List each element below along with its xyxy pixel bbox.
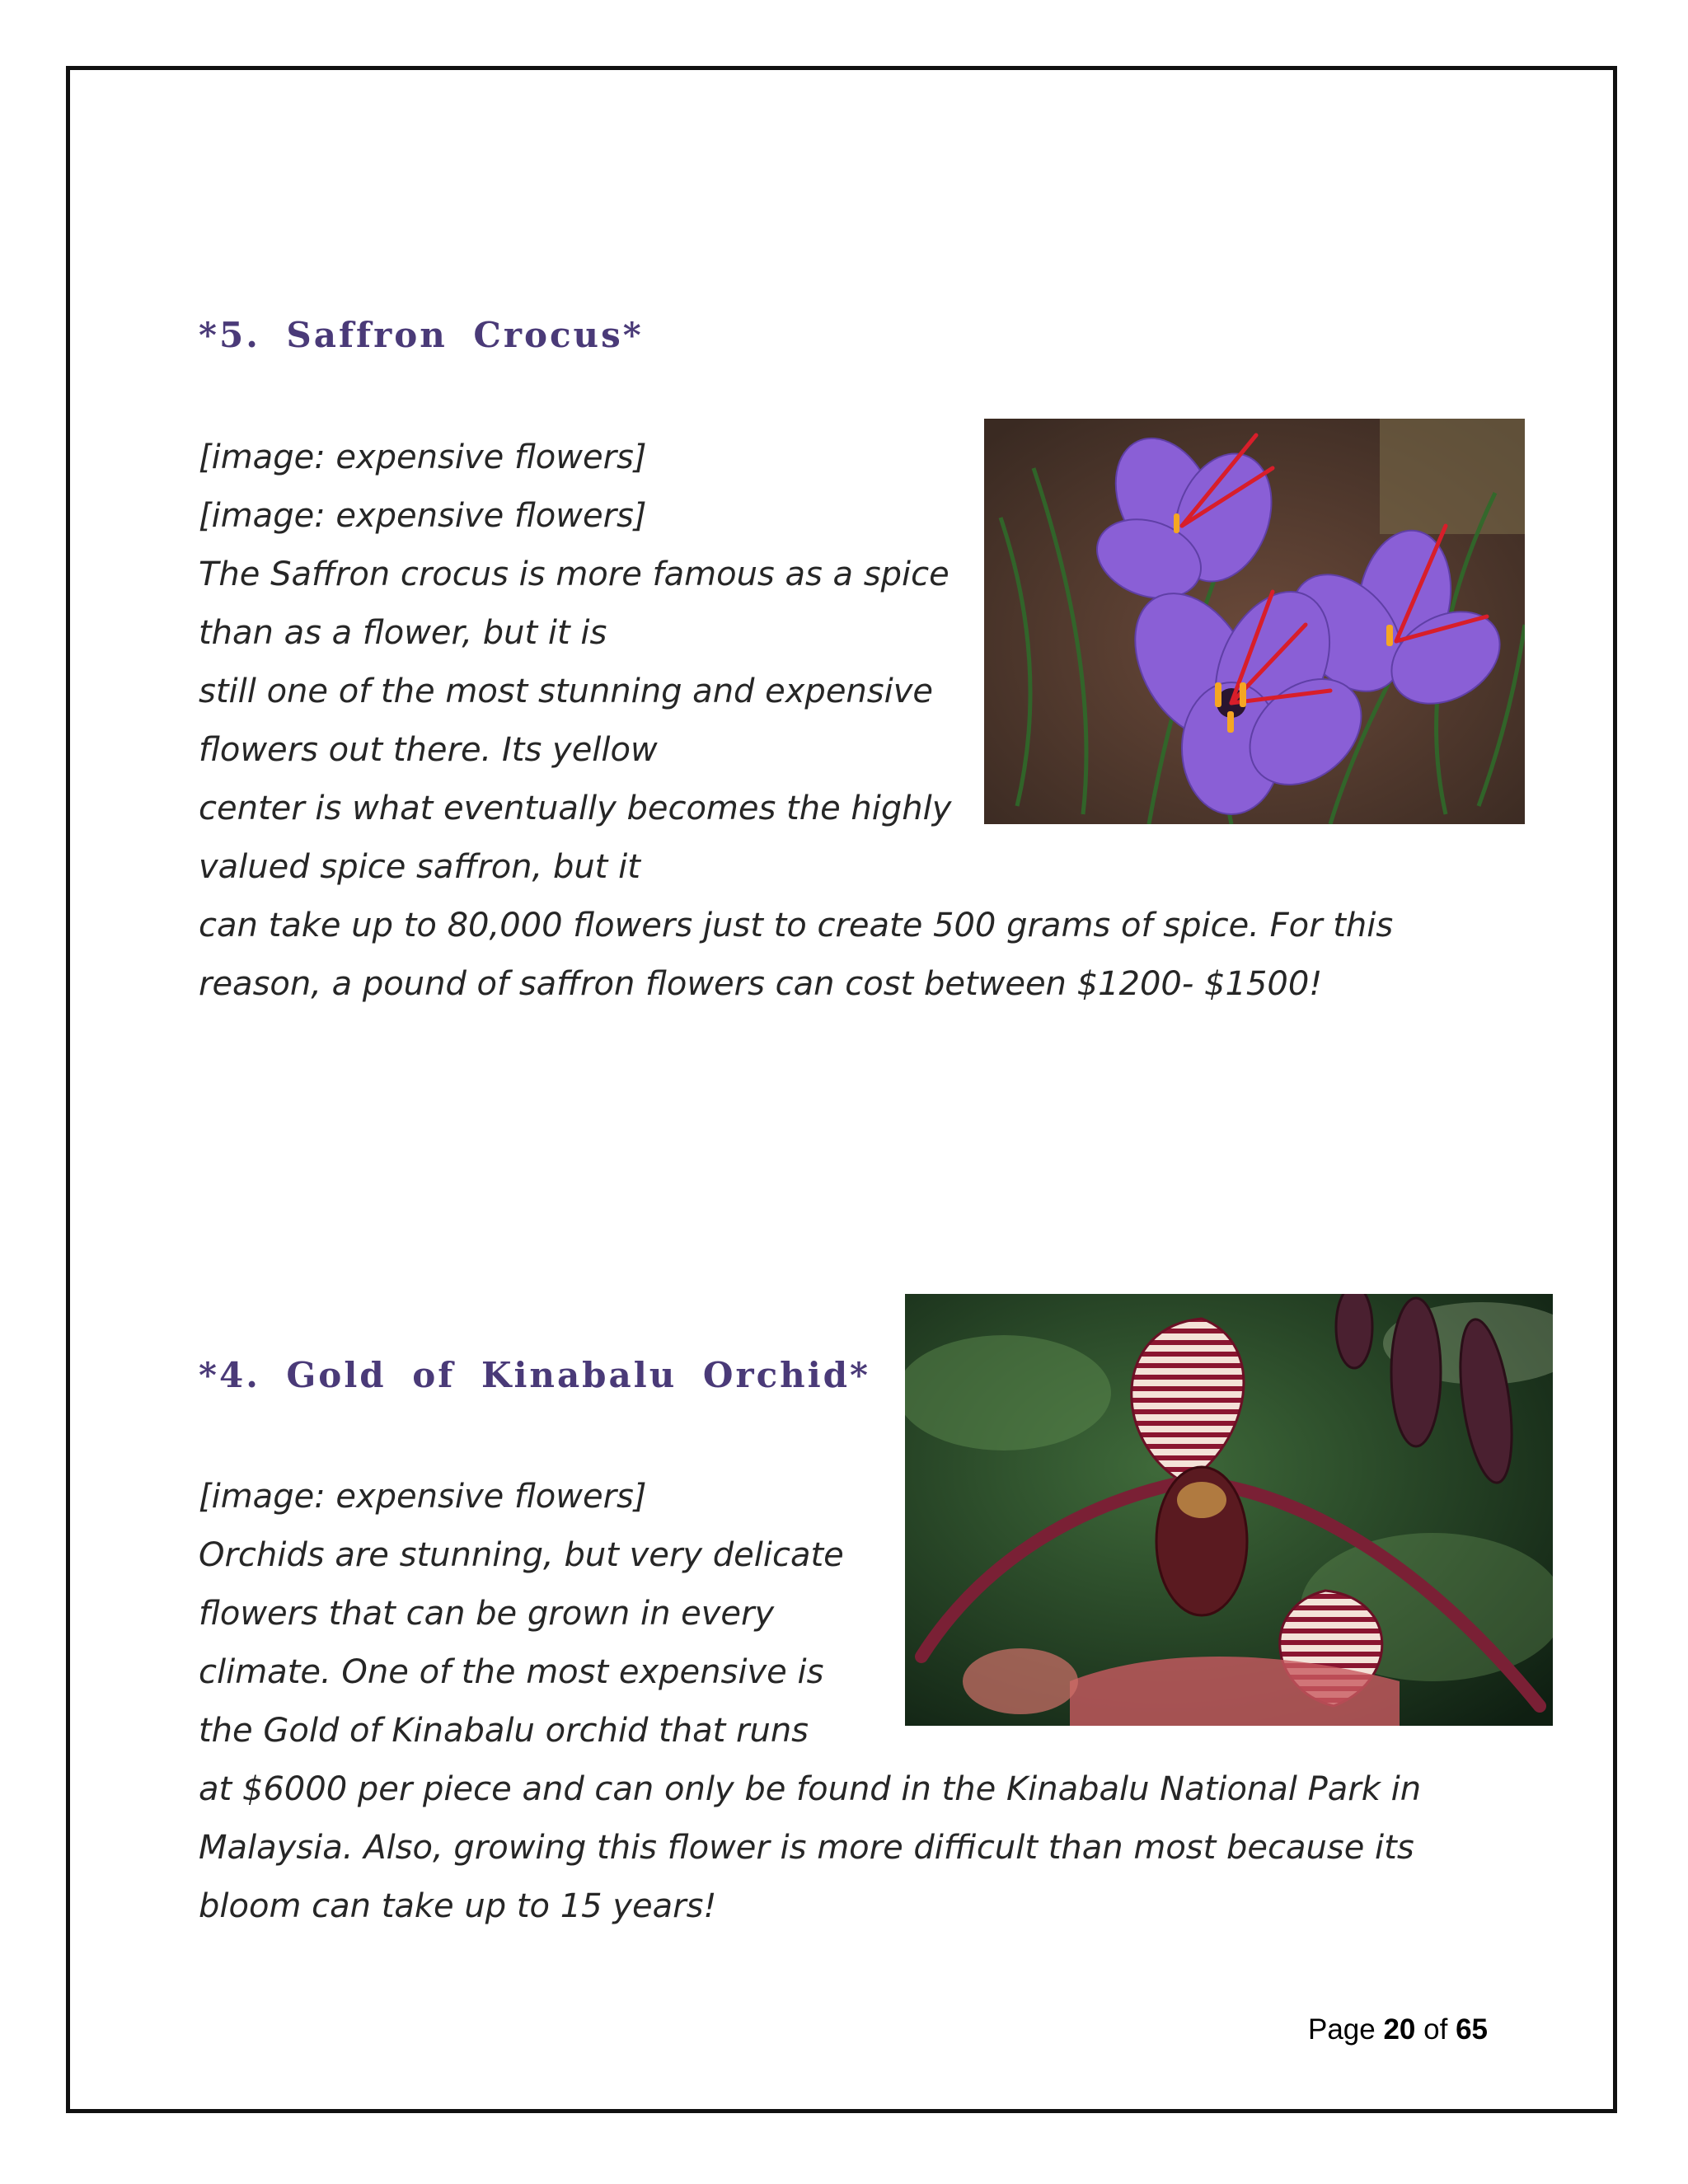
text-line: [image: expensive flowers] — [199, 438, 647, 476]
page-total: 65 — [1456, 2013, 1488, 2046]
text-line: Orchids are stunning, but very delicate — [199, 1536, 844, 1574]
text-line: bloom can take up to 15 years! — [199, 1887, 717, 1925]
page-current: 20 — [1383, 2013, 1416, 2046]
saffron-description — [199, 429, 1393, 1014]
text-line: than as a flower, but it is — [199, 614, 607, 652]
orchid-description — [199, 1468, 1421, 1936]
text-line: can take up to 80,000 flowers just to create 500 grams of spice. For this — [199, 907, 1394, 944]
text-line: reason, a pound of saffron flowers can cost between $1200- $1500! — [199, 965, 1323, 1003]
text-line: Malaysia. Also, growing this flower is more difficult than most because its — [199, 1829, 1414, 1867]
page-label: Page — [1307, 2013, 1376, 2046]
text-line: [image: expensive flowers] — [199, 497, 647, 535]
text-line: valued spice saffron, but it — [199, 848, 640, 886]
text-line: The Saffron crocus is more famous as a spice — [199, 555, 950, 593]
text-line: center is what eventually becomes the highly — [199, 790, 952, 827]
text-line: flowers that can be grown in every — [199, 1595, 775, 1633]
text-line: the Gold of Kinabalu orchid that runs — [199, 1712, 809, 1750]
text-line: flowers out there. Its yellow — [199, 731, 658, 769]
text-line: still one of the most stunning and expensive — [199, 673, 934, 710]
section-heading-saffron: *5. Saffron Crocus* — [199, 315, 644, 355]
page-number — [1236, 2013, 1488, 2046]
text-line: at $6000 per piece and can only be found in the Kinabalu National Park in — [199, 1770, 1422, 1808]
page-of: of — [1423, 2013, 1448, 2046]
section-heading-orchid: *4. Gold of Kinabalu Orchid* — [199, 1355, 870, 1395]
text-line: [image: expensive flowers] — [199, 1478, 647, 1516]
text-line: climate. One of the most expensive is — [199, 1653, 824, 1691]
